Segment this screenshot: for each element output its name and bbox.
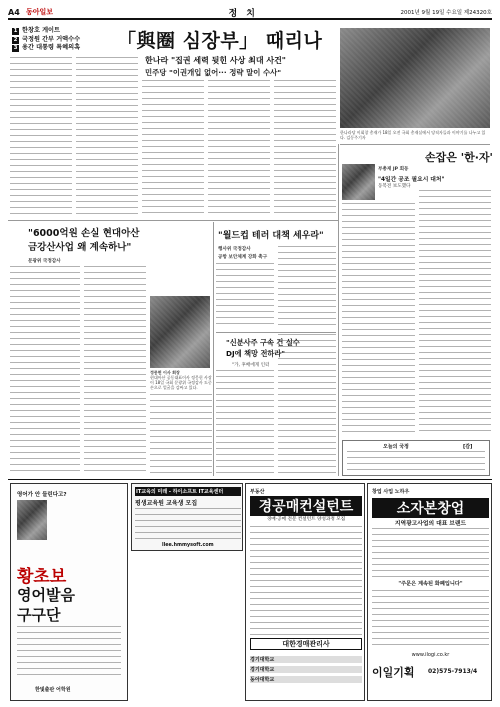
ad-business-body-2 — [372, 590, 489, 650]
ad-divider — [8, 479, 492, 480]
top-story-photo-caption — [340, 130, 490, 140]
ad-it-subtitle: 평생교육원 교육생 모집 — [135, 500, 198, 507]
side-story-body-col-2 — [419, 190, 491, 436]
ad-business-kicker: 창업 사업 노하우 — [372, 489, 410, 495]
divider — [8, 220, 338, 221]
bullet-text: 용간 대통령 특혜의혹 — [22, 44, 81, 51]
column-rule — [213, 222, 214, 476]
detention-kicker: "가, 후배에게 인터 — [232, 363, 270, 368]
detention-body-col-2 — [278, 334, 336, 474]
hyundai-photo-name: 정몽헌 이사 회장 — [150, 370, 180, 375]
top-story-body-col-4 — [208, 80, 270, 217]
column-rule — [338, 144, 339, 476]
hyundai-body-col-3 — [150, 394, 212, 474]
ad-small-business[interactable] — [367, 483, 492, 701]
ad-it-education[interactable] — [131, 483, 243, 551]
hyundai-byline: 문광위 국정감사 — [28, 259, 61, 264]
divider — [216, 332, 336, 333]
paper-name: 동아일보 — [26, 8, 54, 16]
main-headline: 「與圈 심장부」 때리나 — [117, 30, 323, 52]
bullet-item — [12, 27, 112, 36]
bullet-number: 1 — [13, 28, 18, 34]
ad-left-image — [17, 500, 47, 540]
ad-business-title: 소자본창업 — [372, 498, 489, 518]
ad-auction-consultant[interactable] — [245, 483, 365, 701]
main-subhead-2: 민주당 "이권개입 없어··· 정략 말이 수사" — [145, 68, 282, 77]
ad-business-brand: 이일기획 — [372, 666, 415, 679]
side-story-portrait — [342, 164, 375, 200]
bullet-text: 국정원 간부 거액수수 — [22, 35, 81, 43]
top-story-body-col-5 — [274, 80, 336, 217]
ad-it-title: IT교육의 미래 - 하이소프트 IT교육센터 — [135, 487, 241, 496]
main-subhead-1: 한나라 "집권 세력 뒷힌 사상 최대 사건" — [145, 56, 286, 65]
hyundai-photo — [150, 296, 210, 368]
issue-date: 2001년 9월 19일 수요일 제24320호 — [400, 10, 492, 16]
ad-left-tagline: 영어가 안 들린다고? — [17, 492, 67, 498]
bullet-number: 3 — [13, 45, 18, 51]
ad-business-subtitle: 지역광고사업의 대표 브랜드 — [394, 521, 467, 527]
ad-business-url: www.ilogi.co.kr — [411, 652, 450, 658]
ad-business-promo: "주문은 계속된 화폐입니다" — [398, 581, 463, 587]
ad-auction-subtitle: 경매·공매 전문 컨설턴트 양성과정 모집 — [266, 517, 346, 522]
hyundai-headline-line-2: 금강산사업 왜 계속하나" — [28, 242, 132, 253]
ad-auction-footer-2: 경기대학교 — [250, 666, 362, 673]
ad-auction-footer-1: 경기대학교 — [250, 656, 362, 663]
top-story-body-col-2 — [76, 57, 138, 217]
detention-body-col-1 — [216, 370, 274, 474]
ad-it-body — [135, 508, 241, 542]
worldcup-body-col-1 — [216, 263, 274, 329]
worldcup-body-col-2 — [278, 246, 336, 329]
side-story-subhead: "4일간 공조 필요시 대처" — [378, 177, 445, 183]
ad-left-footer: 한빛출판 어학원 — [35, 687, 71, 693]
worldcup-headline: "월드컵 테러 대책 세우라" — [218, 231, 324, 241]
hyundai-body-col-2 — [84, 266, 146, 474]
bullet-number: 2 — [13, 36, 18, 43]
bullet-item — [12, 44, 112, 53]
top-story-body-col-1 — [10, 57, 72, 217]
side-story-body-col-1 — [342, 203, 415, 436]
hyundai-headline-line-1: "6000억원 손실 현대아산 — [28, 228, 140, 239]
page-number: A4 — [8, 7, 20, 17]
photo-caption-text: 한나라당 이회창 총재가 18일 오전 국회 총재실에서 당직자들과 이야기를 나누고 있다. — [340, 130, 486, 140]
masthead — [8, 6, 492, 20]
ad-auction-body — [250, 526, 362, 636]
worldcup-byline-1: 행사위 국정감사 — [218, 247, 251, 252]
small-note-title: 오늘의 국정 — [383, 444, 409, 450]
top-story-photo — [340, 28, 490, 128]
small-note-tag: [감] — [463, 444, 473, 450]
ad-business-phone: 02)575-7913/4 — [428, 668, 478, 675]
ad-auction-footer-3: 동아대학교 — [250, 676, 362, 683]
ad-left-body — [17, 626, 121, 678]
hyundai-photo-note: 현대아산 공동대표이사 정몽헌 사장이 18일 국회 문광위 국정감사 도중 손으로 얼굴을 감싸고 있다. — [150, 375, 212, 390]
top-story-body-col-3 — [142, 80, 204, 217]
ad-left-title-3: 구구단 — [17, 606, 61, 624]
photo-credit: 김동주기자 — [346, 135, 366, 140]
small-note-box — [342, 440, 490, 476]
divider — [340, 144, 490, 145]
hyundai-photo-caption — [150, 370, 212, 390]
section-title: 정 치 — [228, 8, 259, 19]
hyundai-headline — [28, 227, 139, 255]
detention-headline-line-1: "신분사주 구속 건 실수 — [226, 338, 300, 347]
small-note-body — [347, 451, 485, 473]
ad-auction-title: 경공매컨설턴트 — [250, 496, 362, 516]
detention-headline-line-2: DJ에 책망 전하라" — [226, 349, 286, 358]
top-story-bullets — [12, 27, 112, 53]
ad-left-title-1: 황초보 — [17, 567, 67, 587]
ad-business-body-1 — [372, 528, 489, 578]
side-story-headline: 손잡은 '한·자' — [425, 151, 493, 164]
side-story-kicker: 동복전 보도했다 — [378, 184, 411, 189]
bullet-text: 한창호 게이트 — [22, 27, 61, 34]
worldcup-byline-2: 공항 보안체계 강화 촉구 — [218, 255, 268, 260]
ad-english-pronunciation[interactable] — [10, 483, 128, 701]
ad-auction-kicker: 부동산 — [250, 489, 265, 495]
bullet-item — [12, 36, 112, 45]
hyundai-body-col-1 — [10, 266, 80, 474]
side-story-byline: 부총재 JP 회동 — [378, 167, 409, 172]
ad-left-title-2: 영어발음 — [17, 586, 75, 604]
ad-it-url: llee.hmmysoft.com — [162, 543, 214, 548]
ad-auction-banner: 대한경매관리사 — [250, 638, 362, 650]
